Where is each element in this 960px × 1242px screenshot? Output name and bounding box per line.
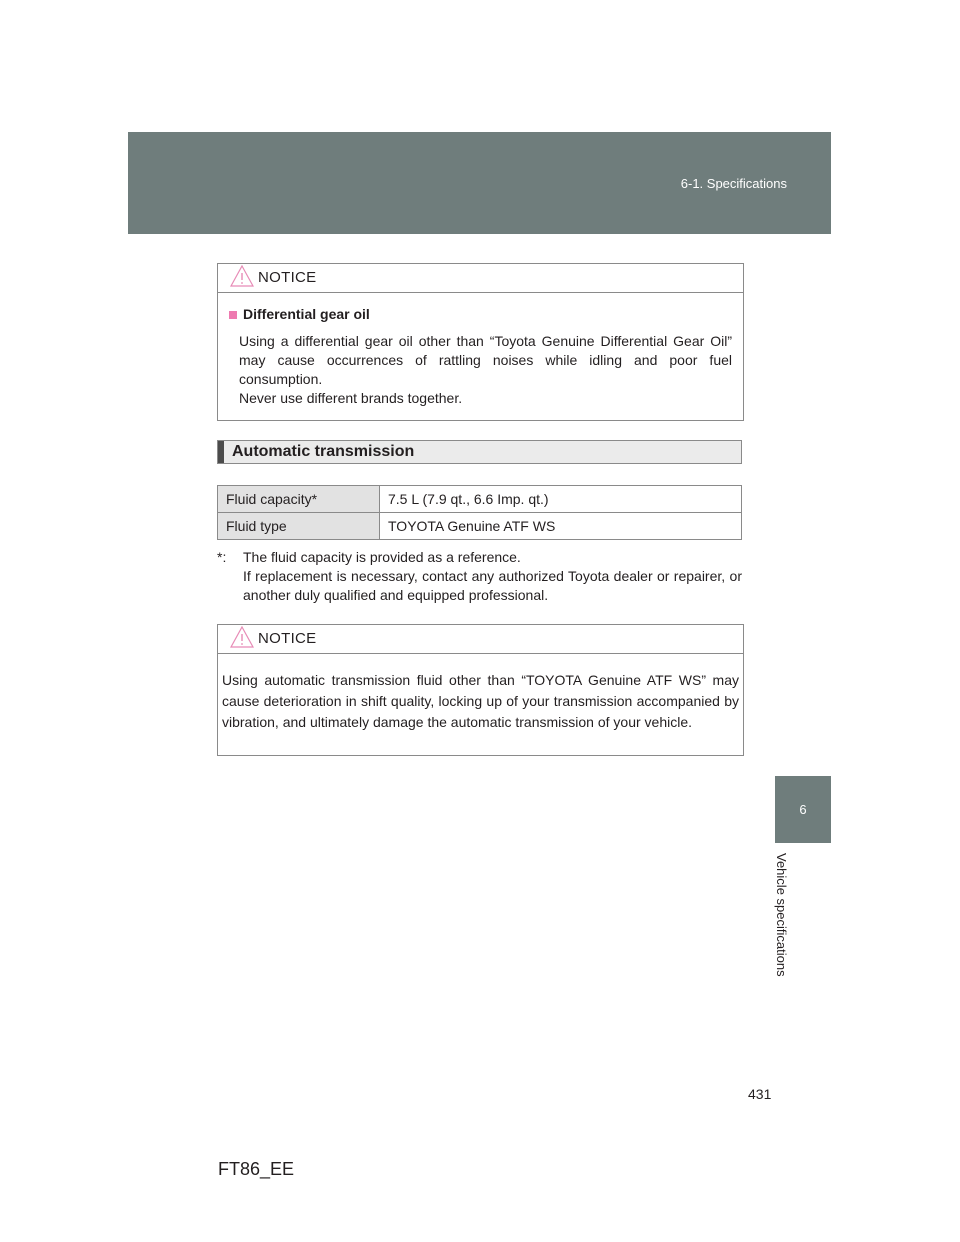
notice-text: Using a differential gear oil other than “Toyota Genuine Differential Gear Oil” may cause occurrences of rattling noises while idling and poor fuel consumption. (239, 333, 732, 387)
table-cell-value: 7.5 L (7.9 qt., 6.6 Imp. qt.) (380, 486, 742, 513)
table-row (218, 486, 742, 513)
section-breadcrumb: 6-1. Specifications (680, 176, 787, 191)
notice-title: NOTICE (258, 269, 317, 286)
notice-title: NOTICE (258, 630, 317, 647)
notice-body (218, 654, 743, 747)
warning-icon (230, 626, 254, 648)
chapter-number: 6 (799, 802, 807, 817)
table-cell-label: Fluid capacity* (218, 486, 380, 513)
heading-marker (218, 441, 224, 463)
notice-bullet (229, 305, 732, 324)
warning-icon (230, 265, 254, 287)
chapter-label (775, 853, 803, 993)
header-band (128, 132, 831, 234)
table-cell-value: TOYOTA Genuine ATF WS (380, 513, 742, 540)
notice-bullet-title: Differential gear oil (243, 306, 370, 322)
table-row (218, 513, 742, 540)
chapter-tab[interactable] (775, 776, 831, 843)
notice-body (218, 293, 743, 422)
footnote-marker: *: (217, 549, 227, 565)
notice-header (218, 264, 743, 293)
page-number: 431 (748, 1086, 772, 1102)
spec-table (217, 485, 742, 540)
section-heading (217, 440, 742, 464)
notice-text-2: Never use different brands together. (239, 390, 463, 406)
notice-box-atf (217, 624, 744, 756)
bullet-square-icon (229, 311, 237, 319)
notice-text: Using automatic transmission fluid other than “TOYOTA Genuine ATF WS” may cause deterioration in shift quality, locking up of your transmission accompanied by vibration, and ultimately damage the automatic transmission of your vehicle. (222, 672, 739, 730)
table-cell-label: Fluid type (218, 513, 380, 540)
section-title: Automatic transmission (232, 443, 415, 460)
footnote-line-1: The fluid capacity is provided as a reference. (243, 549, 521, 565)
footnote-line-2: If replacement is necessary, contact any authorized Toyota dealer or repairer, or another duly qualified and equipped professional. (243, 568, 742, 603)
footnote (217, 548, 742, 605)
notice-header (218, 625, 743, 654)
chapter-label-text: Vehicle specifications (774, 853, 789, 977)
document-code: FT86_EE (218, 1159, 295, 1179)
notice-box-differential (217, 263, 744, 421)
